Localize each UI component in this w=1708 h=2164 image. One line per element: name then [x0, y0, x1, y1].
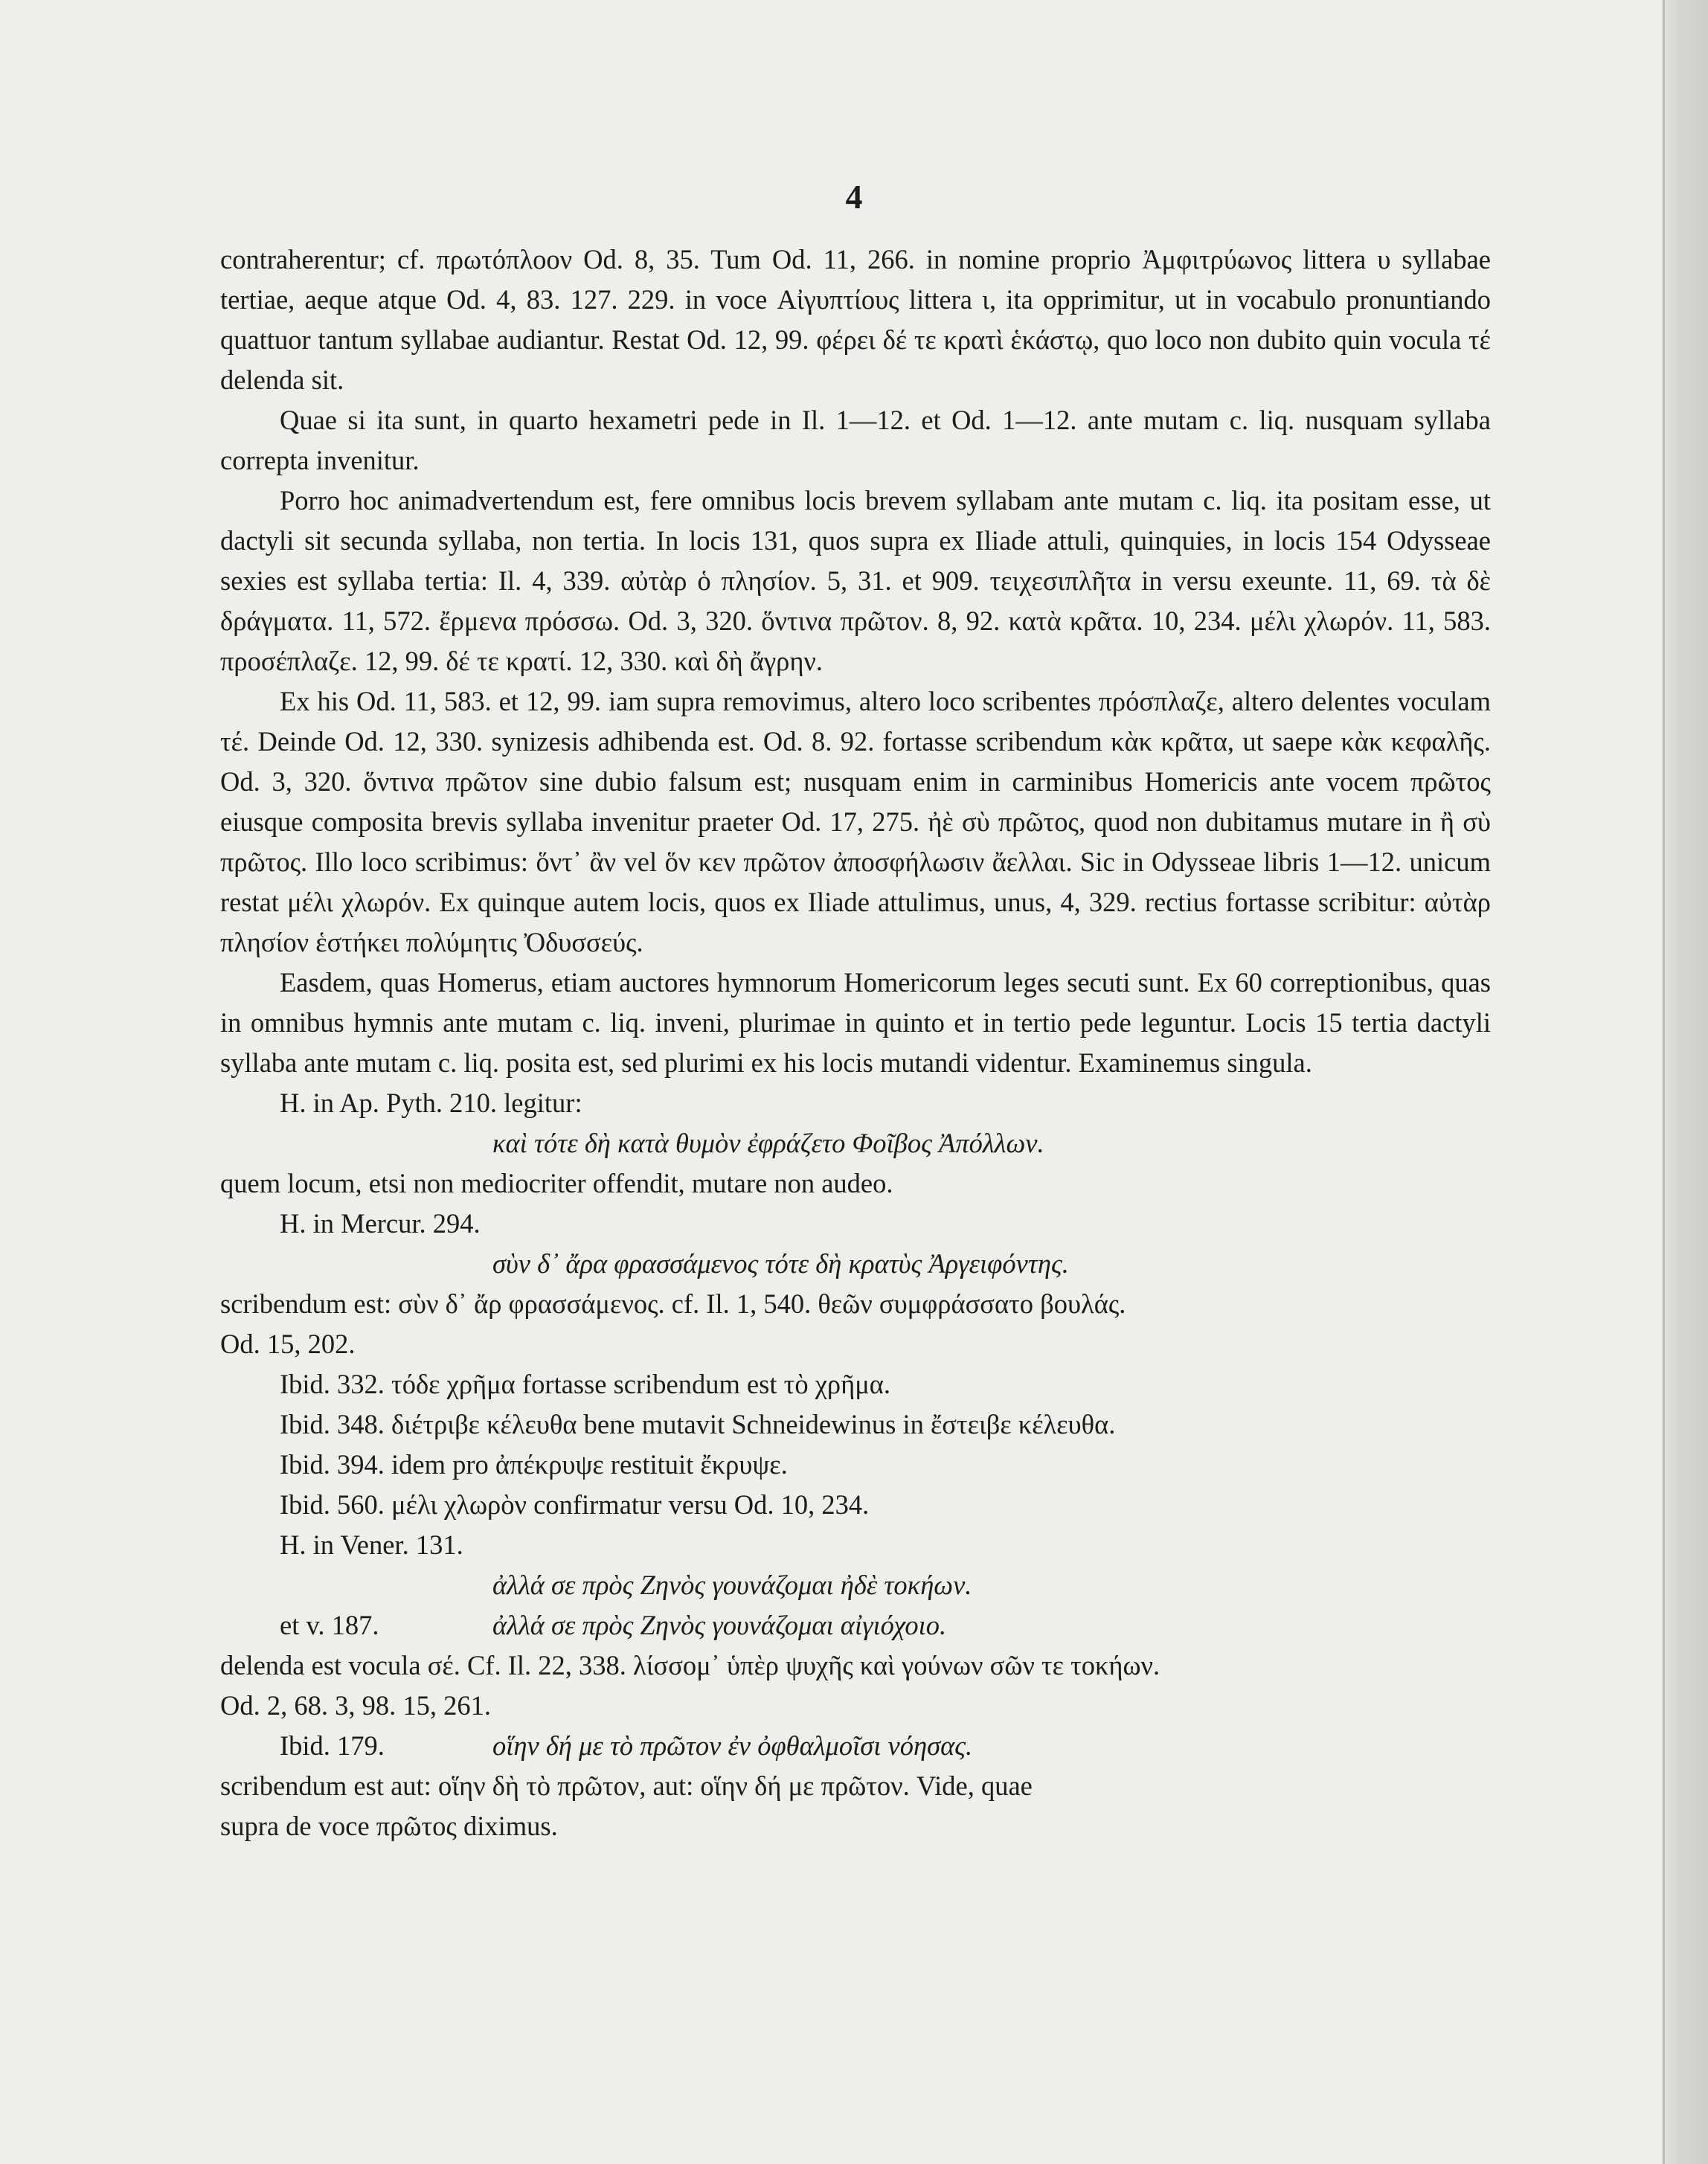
page-body [220, 240, 1491, 1846]
paragraph-4: Ex his Od. 11, 583. et 12, 99. iam supra removimus, altero loco scribentes πρόσπλαζε, altero delentes voculam τέ. Deinde Od. 12, 330. synizesis adhibenda est. Od. 8. 92. fortasse scribendum κὰκ κρᾶτα, ut saepe κὰκ κεφαλῆς. Od. 3, 320. ὅντινα πρῶτον sine dubio falsum est; nusquam enim in carminibus Homericis ante vocem πρῶτος eiusque composita brevis syllaba invenitur praeter Od. 17, 275. ἠὲ σὺ πρῶτος, quod non dubitamus mutare in ἢ σὺ πρῶτος. Illo loco scribimus: ὅντ᾽ ἂν vel ὅν κεν πρῶτον ἀποσφήλωσιν ἄελλαι. Sic in Odysseae libris 1—12. unicum restat μέλι χλωρόν. Ex quinque autem locis, quos ex Iliade attulimus, unus, 4, 329. rectius fortasse scribitur: αὐτὰρ πλησίον ἑστήκει πολύμητις Ὀδυσσεύς. [220, 686, 1491, 957]
pyth-reference: H. in Ap. Pyth. 210. legitur: [280, 1088, 582, 1118]
vener-verse-2: ἀλλά σε πρὸς Ζηνὸς γουνάζομαι αἰγιόχοιο. [492, 1610, 947, 1640]
ibid-line: Ibid. 348. διέτριβε κέλευθα bene mutavit Schneidewinus in ἔστειβε κέλευθα. [280, 1409, 1116, 1439]
vener-verse-label: et v. 187. [280, 1610, 379, 1640]
final-comment: scribendum est aut: οἵην δὴ τὸ πρῶτον, aut: οἵην δή με πρῶτον. Vide, quae [220, 1770, 1033, 1801]
page-number: 4 [845, 178, 863, 216]
merc-verse: σὺν δ᾽ ἄρα φρασσάμενος τότε δὴ κρατὺς Ἀργειφόντης. [492, 1248, 1069, 1279]
ibid-line: Ibid. 394. idem pro ἀπέκρυψε restituit ἔκρυψε. [280, 1449, 788, 1480]
pyth-comment: quem locum, etsi non mediocriter offendit, mutare non audeo. [220, 1168, 893, 1198]
merc-reference: H. in Mercur. 294. [280, 1208, 481, 1239]
pyth-verse: καὶ τότε δὴ κατὰ θυμὸν ἐφράζετο Φοῖβος Ἀπόλλων. [492, 1128, 1044, 1158]
ibid-line: Ibid. 332. τόδε χρῆμα fortasse scribendum est τὸ χρῆμα. [280, 1369, 891, 1399]
paragraph-5: Easdem, quas Homerus, etiam auctores hymnorum Homericorum leges secuti sunt. Ex 60 correptionibus, quas in omnibus hymnis ante mutam c. liq. inveni, plurimae in quinto et in tertio pede leguntur. Locis 15 tertia dactyli syllaba ante mutam c. liq. posita est, sed plurimi ex his locis mutandi videntur. Examinemus singula. [220, 967, 1491, 1078]
vener-comment-cont: Od. 2, 68. 3, 98. 15, 261. [220, 1690, 491, 1721]
merc-comment-cont: Od. 15, 202. [220, 1329, 356, 1359]
vener-verse-row [220, 1605, 1491, 1646]
paragraph-3: Porro hoc animadvertendum est, fere omnibus locis brevem syllabam ante mutam c. liq. ita positam esse, ut dactyli sit secunda syllaba, non tertia. In locis 131, quos supra ex Iliade attuli, quinquies, in locis 154 Odysseae sexies est syllaba tertia: Il. 4, 339. αὐτὰρ ὁ πλησίον. 5, 31. et 909. τειχεσιπλῆτα in versu exeunte. 11, 69. τὰ δὲ δράγματα. 11, 572. ἔρμενα πρόσσω. Od. 3, 320. ὅντινα πρῶτον. 8, 92. κατὰ κρᾶτα. 10, 234. μέλι χλωρόν. 11, 583. προσέπλαζε. 12, 99. δέ τε κρατί. 12, 330. καὶ δὴ ἄγρην. [220, 485, 1491, 676]
ibid179-verse: οἵην δή με τὸ πρῶτον ἐν ὀφθαλμοῖσι νόησας. [492, 1730, 973, 1761]
merc-comment: scribendum est: σὺν δ᾽ ἄρ φρασσάμενος. cf. Il. 1, 540. θεῶν συμφράσσατο βουλάς. [220, 1288, 1126, 1319]
paragraph-1: contraherentur; cf. πρωτόπλοον Od. 8, 35. Tum Od. 11, 266. in nomine proprio Ἀμφιτρύωνος littera υ syllabae tertiae, aeque atque Od. 4, 83. 127. 229. in voce Αἰγυπτίους littera ι, ita opprimitur, ut in vocabulo pronuntiando quattuor tantum syllabae audiantur. Restat Od. 12, 99. φέρει δέ τε κρατὶ ἑκάστῳ, quo loco non dubito quin vocula τέ delenda sit. [220, 244, 1491, 395]
scan-edge-shadow [1663, 0, 1665, 2164]
paragraph-2: Quae si ita sunt, in quarto hexametri pede in Il. 1—12. et Od. 1—12. ante mutam c. liq. nusquam syllaba correpta invenitur. [220, 405, 1491, 475]
scan-page-edge [1662, 0, 1708, 2164]
final-comment-cont: supra de voce πρῶτος diximus. [220, 1811, 558, 1841]
vener-verse-1: ἀλλά σε πρὸς Ζηνὸς γουνάζομαι ἠδὲ τοκήων. [492, 1570, 972, 1600]
vener-reference: H. in Vener. 131. [280, 1529, 463, 1560]
ibid179-label: Ibid. 179. [280, 1730, 385, 1761]
vener-comment: delenda est vocula σέ. Cf. Il. 22, 338. λίσσομ᾽ ὑπὲρ ψυχῆς καὶ γούνων σῶν τε τοκήων. [220, 1650, 1160, 1680]
ibid-line: Ibid. 560. μέλι χλωρὸν confirmatur versu Od. 10, 234. [280, 1489, 870, 1520]
ibid179-row [220, 1726, 1491, 1766]
